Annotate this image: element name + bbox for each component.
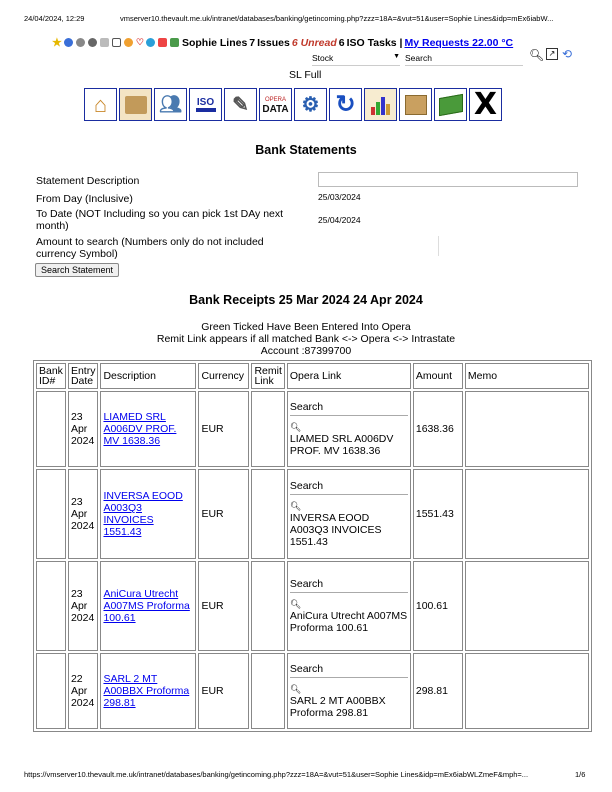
entry-year: 2024 — [70, 435, 95, 447]
unread-count[interactable]: 6 Unread — [291, 36, 337, 49]
print-url-bottom: https://vmserver10.thevault.me.uk/intranet/databases/banking/getincoming.php?zzz=18A=&vut=51&user=Sophie Lines&idp=mEx6iabWLZmeF&mph=... — [24, 770, 529, 779]
search-icon[interactable]: 🔍︎ — [289, 599, 302, 609]
opera-match-text: AniCura Utrecht A007MS Proforma 100.61 — [289, 610, 408, 634]
from-day-input[interactable]: 25/03/2024 — [318, 192, 361, 202]
opera-top-label: OPERA — [264, 96, 286, 103]
refresh-icon[interactable]: ⟲ — [562, 47, 573, 61]
print-date: 24/04/2024, 12:29 — [24, 14, 85, 23]
archive-icon[interactable] — [119, 88, 152, 121]
entry-date-cell — [68, 391, 99, 467]
amount-cell: 100.61 — [413, 561, 463, 651]
entry-month: Apr — [70, 600, 88, 612]
grid-icon[interactable] — [100, 38, 109, 47]
receipts-notes — [0, 321, 612, 357]
amount-cell: 298.81 — [413, 653, 463, 729]
currency-cell: EUR — [198, 391, 249, 467]
entry-year: 2024 — [70, 612, 95, 624]
currency-cell: EUR — [198, 469, 249, 559]
entry-date-cell — [68, 653, 99, 729]
heart-icon[interactable]: ♡ — [135, 37, 144, 47]
header-bank-id: Bank ID# — [36, 363, 66, 389]
chart-icon[interactable] — [158, 38, 167, 47]
document-edit-icon[interactable]: ✎ — [224, 88, 257, 121]
header-currency: Currency — [198, 363, 249, 389]
globe-icon[interactable] — [64, 38, 73, 47]
search-icon[interactable]: 🔍︎ — [289, 422, 302, 432]
opera-search-label[interactable]: Search — [289, 663, 324, 675]
description-cell — [100, 391, 196, 467]
description-link[interactable]: INVERSA EOOD A003Q3 INVOICES 1551.43 — [103, 490, 183, 538]
issues-label[interactable]: Issues — [257, 36, 290, 49]
chevron-down-icon: ▼ — [393, 53, 400, 60]
opera-data-icon[interactable] — [259, 88, 292, 121]
entry-month: Apr — [70, 508, 88, 520]
print-url-top: vmserver10.thevault.me.uk/intranet/databases/banking/getincoming.php?zzz=18A=&vut=51&user=Sophie Lines&idp=mEx6iabW... — [120, 14, 554, 23]
issues-count: 7 — [249, 36, 256, 49]
table-header-row — [36, 363, 589, 389]
user-short-label: SL Full — [289, 69, 322, 81]
iso-count: 6 — [338, 36, 345, 49]
memo-cell[interactable] — [465, 561, 589, 651]
clock-icon[interactable] — [124, 38, 133, 47]
description-input[interactable] — [318, 172, 578, 187]
note-green-ticked: Green Ticked Have Been Entered Into Opera — [201, 321, 411, 333]
page-number: 1/6 — [575, 770, 586, 779]
amount-input[interactable] — [318, 236, 439, 256]
header-memo: Memo — [465, 363, 589, 389]
entry-month: Apr — [70, 423, 88, 435]
memo-cell[interactable] — [465, 653, 589, 729]
status-bar — [52, 36, 513, 49]
statements-title: Bank Statements — [255, 143, 357, 157]
remit-link-cell — [251, 653, 284, 729]
header-opera-link: Opera Link — [287, 363, 411, 389]
opera-link-cell — [287, 469, 411, 559]
entry-day: 23 — [70, 496, 83, 508]
table-row — [36, 391, 589, 467]
close-icon[interactable] — [469, 88, 502, 121]
remit-link-cell — [251, 469, 284, 559]
window-icon[interactable] — [112, 38, 121, 47]
opera-search-label[interactable]: Search — [289, 401, 324, 413]
entry-day: 22 — [70, 673, 83, 685]
from-day-label: From Day (Inclusive) — [36, 193, 133, 205]
info-icon[interactable] — [146, 38, 155, 47]
entry-date-cell — [68, 561, 99, 651]
currency-cell: EUR — [198, 653, 249, 729]
to-date-input[interactable]: 25/04/2024 — [318, 215, 361, 225]
description-link[interactable]: LIAMED SRL A006DV PROF. MV 1638.36 — [103, 411, 177, 447]
description-cell — [100, 653, 196, 729]
network-gear-icon[interactable]: ⚙ — [294, 88, 327, 121]
sales-chart-icon[interactable] — [364, 88, 397, 121]
entry-month: Apr — [70, 685, 88, 697]
search-statement-button[interactable]: Search Statement — [35, 263, 119, 277]
description-link[interactable]: AniCura Utrecht A007MS Proforma 100.61 — [103, 588, 190, 624]
stock-select[interactable] — [312, 53, 400, 66]
opera-bottom-label: DATA — [262, 103, 289, 115]
sync-icon[interactable]: ↻ — [329, 88, 362, 121]
users-icon[interactable]: 👥︎ — [154, 88, 187, 121]
settings-icon[interactable] — [76, 38, 85, 47]
opera-link-cell — [287, 561, 411, 651]
table-row — [36, 561, 589, 651]
entry-date-cell — [68, 469, 99, 559]
search-icon[interactable]: 🔍︎ — [529, 48, 545, 62]
package-icon[interactable] — [399, 88, 432, 121]
search-input[interactable] — [405, 53, 523, 66]
header-remit-link: Remit Link — [251, 363, 284, 389]
remit-link-cell — [251, 561, 284, 651]
currency-cell: EUR — [198, 561, 249, 651]
amount-cell: 1551.43 — [413, 469, 463, 559]
bag-icon[interactable] — [170, 38, 179, 47]
stock-select-value: Stock — [312, 53, 334, 63]
header-entry-date: Entry Date — [68, 363, 99, 389]
amount-label: Amount to search (Numbers only do not included currency Symbol) — [36, 236, 264, 260]
memo-cell[interactable] — [465, 469, 589, 559]
table-row — [36, 469, 589, 559]
search-placeholder: Search — [405, 53, 432, 63]
description-label: Statement Description — [36, 175, 140, 187]
opera-link-cell — [287, 653, 411, 729]
header-description: Description — [100, 363, 196, 389]
search-icon[interactable]: 🔍︎ — [289, 501, 302, 511]
account-number: Account :87399700 — [260, 345, 352, 357]
description-cell — [100, 469, 196, 559]
opera-match-text: SARL 2 MT A00BBX Proforma 298.81 — [289, 695, 386, 719]
bank-id-cell — [36, 653, 66, 729]
entry-day: 23 — [70, 411, 83, 423]
remit-link-cell — [251, 391, 284, 467]
memo-cell[interactable] — [465, 391, 589, 467]
opera-match-text: INVERSA EOOD A003Q3 INVOICES 1551.43 — [289, 512, 382, 548]
description-link[interactable]: SARL 2 MT A00BBX Proforma 298.81 — [103, 673, 190, 709]
iso-tasks-label[interactable]: ISO Tasks | — [346, 36, 403, 49]
amount-cell: 1638.36 — [413, 391, 463, 467]
description-cell — [100, 561, 196, 651]
star-icon[interactable]: ★ — [52, 37, 62, 49]
entry-year: 2024 — [70, 697, 95, 709]
book-icon[interactable] — [434, 88, 467, 121]
home-icon[interactable]: ⌂ — [84, 88, 117, 121]
entry-year: 2024 — [70, 520, 95, 532]
close-label: X — [473, 88, 498, 121]
opera-search-label[interactable]: Search — [289, 480, 324, 492]
receipts-title: Bank Receipts 25 Mar 2024 24 Apr 2024 — [189, 293, 423, 307]
to-date-label: To Date (NOT Including so you can pick 1st DAy next month) — [36, 208, 284, 232]
receipts-table — [33, 360, 592, 732]
search-icon[interactable]: 🔍︎ — [289, 684, 302, 694]
bank-id-cell — [36, 561, 66, 651]
iso-icon[interactable] — [189, 88, 222, 121]
header-amount: Amount — [413, 363, 463, 389]
gear-icon[interactable] — [88, 38, 97, 47]
toolbar — [84, 88, 502, 121]
table-row — [36, 653, 589, 729]
iso-label: ISO — [196, 97, 215, 108]
bank-id-cell — [36, 469, 66, 559]
external-link-icon[interactable]: ↗ — [546, 48, 558, 60]
opera-match-text: LIAMED SRL A006DV PROF. MV 1638.36 — [289, 433, 394, 457]
note-remit-link: Remit Link appears if all matched Bank <-> Opera <-> Intrastate — [156, 333, 456, 345]
user-name: Sophie Lines — [181, 36, 248, 49]
entry-day: 23 — [70, 588, 83, 600]
opera-search-label[interactable]: Search — [289, 578, 324, 590]
bank-id-cell — [36, 391, 66, 467]
opera-link-cell — [287, 391, 411, 467]
my-requests-link[interactable]: My Requests 22.00 °C — [404, 36, 514, 49]
